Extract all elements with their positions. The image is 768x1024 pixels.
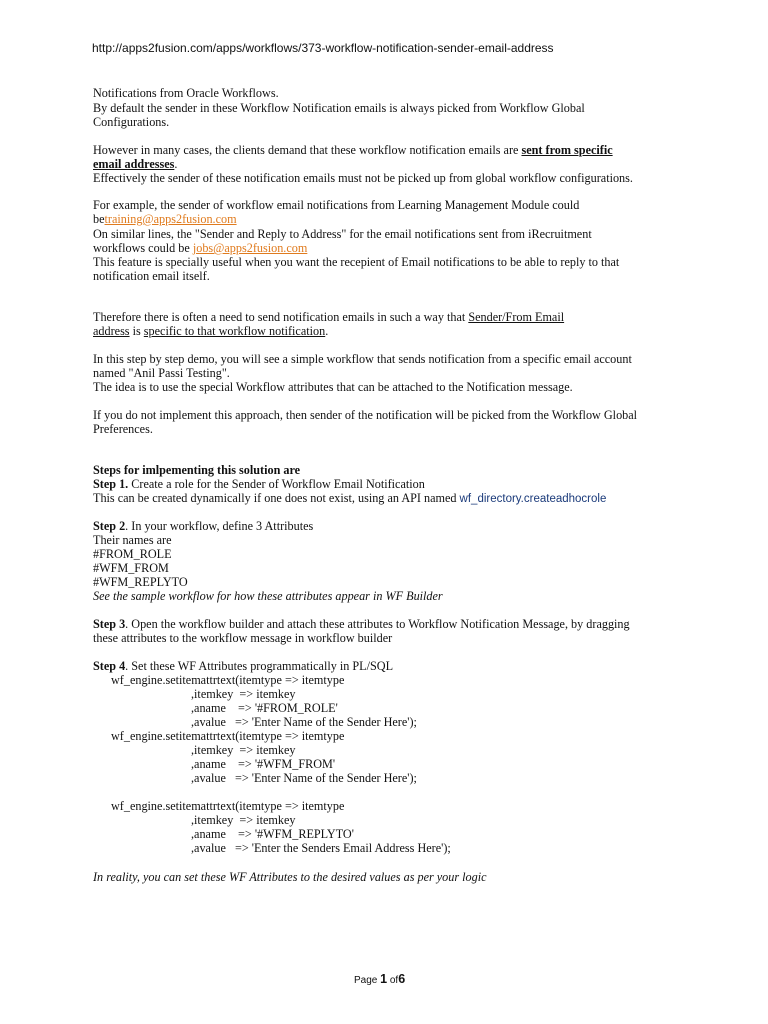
step1-label: Step 1. [93, 477, 129, 491]
step3-line-2: these attributes to the workflow message in workflow builder [93, 631, 393, 645]
page-number: 1 [380, 972, 388, 986]
example-line-3: On similar lines, the "Sender and Reply to Address" for the email notifications sent from iRecruitment [93, 227, 592, 241]
therefore-period: . [325, 324, 329, 338]
intro-line-1: Notifications from Oracle Workflows. [93, 86, 279, 100]
step1-text: Create a role for the Sender of Workflow Email Notification [128, 477, 425, 491]
api-name: wf_directory.createadhocrole [459, 493, 607, 505]
ifnot-line-1: If you do not implement this approach, then sender of the notification will be picked from the Workflow Global [93, 408, 638, 422]
code-line: wf_engine.setitemattrtext(itemtype => itemtype [111, 729, 345, 743]
step3-line-1 [93, 617, 630, 631]
intro-line-3: Configurations. [93, 115, 170, 129]
step3-text: . Open the workflow builder and attach these attributes to Workflow Notification Message, by dragging [125, 617, 630, 631]
address-word: address [93, 324, 130, 338]
intro-line-2: By default the sender in these Workflow Notification emails is always picked from Workflow Global [93, 101, 585, 115]
example-be: be [93, 212, 105, 226]
step2-line-2: Their names are [93, 533, 172, 547]
however-text: However in many cases, the clients demand that these workflow notification emails are [93, 143, 522, 157]
code-line: ,itemkey => itemkey [191, 687, 296, 701]
step1-api-intro: This can be created dynamically if one does not exist, using an API named [93, 491, 460, 505]
step4-label: Step 4 [93, 659, 126, 673]
therefore-text: Therefore there is often a need to send notification emails in such a way that [93, 310, 469, 324]
emphasis-sent-from-specific: sent from specific [521, 143, 613, 157]
step4-text: . Set these WF Attributes programmatically in PL/SQL [125, 659, 394, 673]
code-line: wf_engine.setitemattrtext(itemtype => itemtype [111, 673, 345, 687]
therefore-line-1 [93, 310, 564, 324]
however-line-1 [93, 143, 613, 157]
code-line: ,avalue => 'Enter Name of the Sender Here'); [191, 715, 417, 729]
step2-note: See the sample workflow for how these attributes appear in WF Builder [93, 589, 443, 603]
steps-heading: Steps for imlpementing this solution are [93, 463, 301, 477]
example-line-1: For example, the sender of workflow email notifications from Learning Management Module could [93, 198, 580, 212]
however-period: . [174, 157, 178, 171]
of-word: of [387, 975, 399, 986]
therefore-line-2 [93, 324, 328, 338]
step2-label: Step 2 [93, 519, 126, 533]
therefore-is: is [129, 324, 144, 338]
step1-line-1 [93, 477, 425, 491]
demo-line-3: The idea is to use the special Workflow attributes that can be attached to the Notification message. [93, 380, 573, 394]
header-url: http://apps2fusion.com/apps/workflows/373-workflow-notification-sender-email-address [92, 41, 554, 55]
ifnot-line-2: Preferences. [93, 422, 153, 436]
page-word: Page [354, 975, 381, 986]
step2-text: . In your workflow, define 3 Attributes [125, 519, 314, 533]
example-line-2 [93, 212, 237, 226]
demo-line-1: In this step by step demo, you will see a simple workflow that sends notification from a specific email account [93, 352, 632, 366]
example-line-6: notification email itself. [93, 269, 210, 283]
however-line-3: Effectively the sender of these notification emails must not be picked up from global workflow configurations. [93, 171, 633, 185]
code-line: ,aname => '#WFM_REPLYTO' [191, 827, 354, 841]
code-line: ,aname => '#FROM_ROLE' [191, 701, 338, 715]
code-line: ,itemkey => itemkey [191, 813, 296, 827]
example-workflows: workflows could be [93, 241, 193, 255]
page-total: 6 [398, 972, 406, 986]
attribute-wfm-replyto: #WFM_REPLYTO [93, 575, 188, 589]
example-line-5: This feature is specially useful when you want the recepient of Email notifications to be able to reply to that [93, 255, 620, 269]
code-line: ,itemkey => itemkey [191, 743, 296, 757]
code-line: ,avalue => 'Enter Name of the Sender Here'); [191, 771, 417, 785]
step1-line-2 [93, 491, 606, 506]
step2-line-1 [93, 519, 313, 533]
specific-phrase: specific to that workflow notification [143, 324, 326, 338]
emphasis-email-addresses: email addresses [93, 157, 175, 171]
code-line: ,avalue => 'Enter the Senders Email Address Here'); [191, 841, 451, 855]
closing-note: In reality, you can set these WF Attributes to the desired values as per your logic [93, 870, 487, 884]
example-line-4 [93, 241, 307, 255]
step4-line-1 [93, 659, 393, 673]
step3-label: Step 3 [93, 617, 126, 631]
code-line: ,aname => '#WFM_FROM' [191, 757, 336, 771]
page-footer [354, 972, 405, 986]
attribute-wfm-from: #WFM_FROM [93, 561, 169, 575]
code-line: wf_engine.setitemattrtext(itemtype => itemtype [111, 799, 345, 813]
however-line-2 [93, 157, 177, 171]
attribute-from-role: #FROM_ROLE [93, 547, 172, 561]
sender-from-email-phrase: Sender/From Email [468, 310, 565, 324]
training-email-link[interactable]: training@apps2fusion.com [104, 212, 237, 226]
demo-line-2: named "Anil Passi Testing". [93, 366, 230, 380]
jobs-email-link[interactable]: jobs@apps2fusion.com [192, 241, 308, 255]
